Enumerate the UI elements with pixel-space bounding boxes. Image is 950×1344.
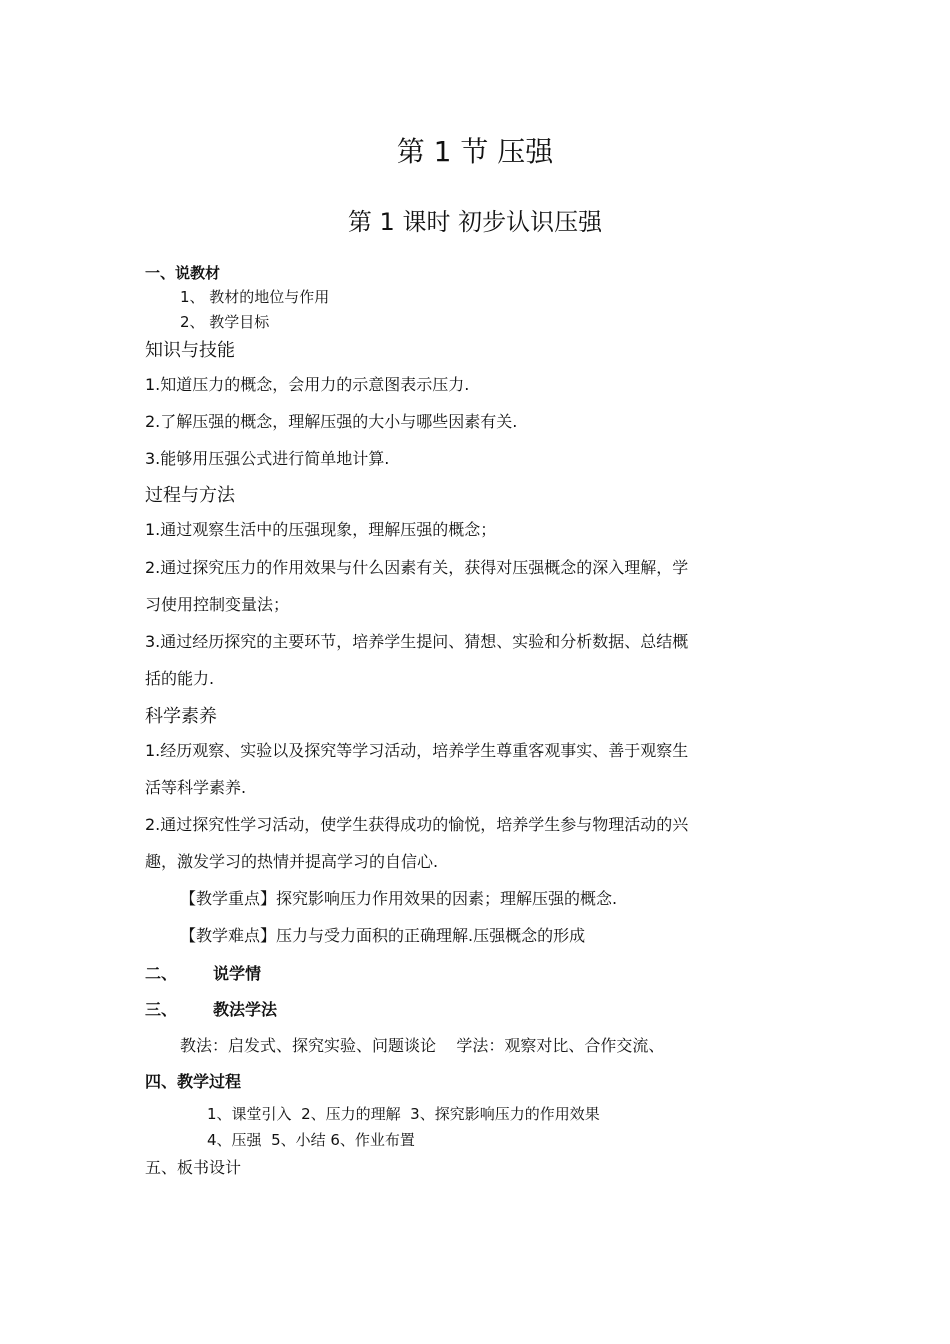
subheading-process: 过程与方法 bbox=[145, 485, 235, 506]
teaching-difficulty: 【教学难点】压力与受力面积的正确理解.压强概念的形成 bbox=[180, 926, 586, 945]
paragraph-line: 活等科学素养. bbox=[145, 778, 247, 797]
list-item: 2、 教学目标 bbox=[180, 313, 270, 331]
paragraph-line: 习使用控制变量法； bbox=[145, 595, 290, 614]
section-number: 三、 bbox=[145, 1000, 178, 1019]
methods-line: 教法：启发式、探究实验、问题谈论 学法：观察对比、合作交流、 bbox=[180, 1036, 665, 1055]
section-number: 二、 bbox=[145, 964, 178, 983]
subheading-knowledge: 知识与技能 bbox=[145, 340, 235, 361]
paragraph-line: 1.知道压力的概念，会用力的示意图表示压力. bbox=[145, 375, 470, 394]
process-line: 4、压强 5、小结 6、作业布置 bbox=[207, 1131, 415, 1149]
paragraph-line: 3.能够用压强公式进行简单地计算. bbox=[145, 449, 390, 468]
section-label: 教法学法 bbox=[213, 1000, 278, 1019]
section-heading-2 bbox=[145, 961, 810, 984]
page-title: 第 1 节 压强 bbox=[396, 135, 554, 168]
page-subtitle: 第 1 课时 初步认识压强 bbox=[347, 208, 603, 236]
paragraph-line: 1.经历观察、实验以及探究等学习活动，培养学生尊重客观事实、善于观察生 bbox=[145, 741, 689, 760]
section-heading-5: 五、板书设计 bbox=[145, 1158, 242, 1177]
paragraph-line: 1.通过观察生活中的压强现象，理解压强的概念； bbox=[145, 520, 497, 539]
section-label: 说学情 bbox=[213, 964, 262, 983]
list-item: 1、 教材的地位与作用 bbox=[180, 288, 330, 306]
paragraph-line: 2.了解压强的概念，理解压强的大小与哪些因素有关. bbox=[145, 412, 518, 431]
teaching-keypoint: 【教学重点】探究影响压力作用效果的因素；理解压强的概念. bbox=[180, 889, 618, 908]
section-heading-1: 一、说教材 bbox=[145, 264, 221, 282]
subheading-literacy: 科学素养 bbox=[145, 706, 217, 727]
paragraph-line: 2.通过探究压力的作用效果与什么因素有关，获得对压强概念的深入理解，学 bbox=[145, 558, 689, 577]
paragraph-line: 3.通过经历探究的主要环节，培养学生提问、猜想、实验和分析数据、总结概 bbox=[145, 632, 689, 651]
process-line: 1、课堂引入 2、压力的理解 3、探究影响压力的作用效果 bbox=[207, 1105, 600, 1123]
paragraph-line: 趣，激发学习的热情并提高学习的自信心. bbox=[145, 852, 439, 871]
paragraph-line: 括的能力. bbox=[145, 669, 215, 688]
paragraph-line: 2.通过探究性学习活动，使学生获得成功的愉悦，培养学生参与物理活动的兴 bbox=[145, 815, 689, 834]
section-heading-4: 四、教学过程 bbox=[145, 1072, 242, 1091]
section-heading-3 bbox=[145, 997, 810, 1020]
